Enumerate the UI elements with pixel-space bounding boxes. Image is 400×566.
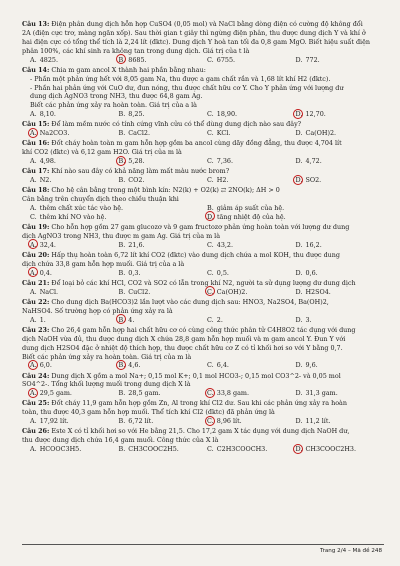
answer-text: 4,6. [128, 361, 141, 370]
answer-option[interactable] [207, 288, 296, 297]
answer-option[interactable] [207, 213, 384, 222]
answer-letter-circled: B. [118, 55, 126, 64]
answer-option[interactable] [296, 110, 385, 119]
answer-letter: C. [30, 212, 37, 221]
stem-line [22, 279, 384, 288]
stem-text: khí CO2 (đktc) và 6,12 gam H2O. Giá trị của m là [22, 148, 182, 157]
answer-options [22, 157, 384, 166]
answer-letter: D. [295, 417, 303, 426]
stem-line [22, 20, 384, 29]
answer-option[interactable] [119, 445, 208, 454]
answer-option[interactable] [207, 445, 296, 454]
question-stem [22, 427, 384, 445]
answer-letter: C. [207, 157, 214, 166]
answer-option[interactable] [30, 316, 119, 325]
answer-options [22, 204, 384, 213]
answer-text: 21,6. [128, 240, 145, 249]
answer-text: 1. [39, 315, 46, 324]
stem-text: Este X có tỉ khối hơi so với He bằng 21,5. Cho 17,2 gam X tác dụng với dung dịch NaOH dư, [51, 427, 350, 436]
answer-letter: C. [207, 445, 214, 454]
answer-letter: C. [207, 361, 214, 370]
answer-options [22, 445, 384, 454]
stem-text: thu được dung dịch chứa 16,4 gam muối. Công thức của X là [22, 436, 219, 445]
answer-letter-circled: A. [30, 361, 37, 370]
stem-text: dịch AgNO3 trong NH3, thu được m gam Ag. Giá trị của m là [22, 231, 221, 240]
question-block [22, 251, 384, 278]
answer-text: Na2CO3. [39, 129, 70, 138]
stem-line [22, 326, 384, 335]
question-block [22, 66, 384, 119]
answer-letter: B. [118, 417, 126, 426]
answer-option[interactable] [296, 157, 385, 166]
answer-letter-circled: B. [118, 157, 126, 166]
answer-text: 0,5. [216, 268, 229, 277]
stem-line [22, 408, 384, 417]
answer-letter: D. [295, 361, 303, 370]
question-block [22, 167, 384, 185]
answer-letter: A. [30, 445, 37, 454]
answer-text: 8,25. [128, 110, 145, 119]
answer-option[interactable] [30, 269, 119, 278]
answer-option[interactable] [119, 110, 208, 119]
answer-text: Ca(OH)2. [305, 129, 337, 138]
answer-text: CH3COOC2H3. [305, 445, 357, 454]
answer-letter: B. [118, 240, 126, 249]
answer-option[interactable] [30, 56, 119, 65]
answer-option[interactable] [207, 157, 296, 166]
question-stem [22, 139, 384, 157]
question-list [22, 20, 384, 454]
stem-line [22, 223, 384, 232]
answer-option[interactable] [207, 110, 296, 119]
answer-letter: A. [30, 315, 37, 324]
question-block [22, 427, 384, 454]
answer-letter-circled: B. [118, 361, 126, 370]
answer-text: 32,4. [39, 240, 56, 249]
answer-text: 29,5 gam. [39, 389, 72, 398]
stem-line [22, 344, 384, 353]
answer-text: KCl. [216, 129, 231, 138]
answer-text: HCOOC3H5. [39, 445, 82, 454]
question-block [22, 223, 384, 250]
answer-text: 7,36. [216, 157, 234, 166]
answer-option[interactable] [296, 417, 385, 426]
answer-option[interactable] [296, 176, 385, 185]
answer-letter: A. [30, 110, 37, 119]
question-stem [22, 120, 384, 129]
question-number: Câu 21: [22, 278, 50, 287]
answer-option[interactable] [119, 361, 208, 370]
answer-text: 11,2 lít. [305, 417, 331, 426]
answer-text: thêm khí NO vào hệ. [39, 212, 107, 221]
answer-option[interactable] [30, 176, 119, 185]
answer-letter: A. [30, 417, 37, 426]
answer-letter-circled: D. [207, 212, 214, 221]
answer-letter-circled: D. [295, 176, 303, 185]
question-number: Câu 20: [22, 250, 50, 259]
answer-text: NaCl. [39, 287, 59, 296]
answer-text: CH3COOC2H5. [128, 445, 179, 454]
answer-text: tăng nhiệt độ của hệ. [216, 212, 286, 221]
stem-line [22, 195, 384, 204]
answer-letter: C. [207, 268, 214, 277]
answer-letter: C. [207, 129, 214, 138]
answer-option[interactable] [207, 241, 296, 250]
answer-letter-circled: A. [30, 129, 37, 138]
answer-options [22, 316, 384, 325]
answer-option[interactable] [119, 288, 208, 297]
question-block [22, 139, 384, 166]
answer-text: 12,70. [305, 110, 326, 119]
answer-text: 0,4. [39, 268, 52, 277]
stem-text: dịch chứa 33,8 gam hỗn hợp muối. Giá trị của a là [22, 259, 185, 268]
stem-line [22, 260, 384, 269]
question-number: Câu 13: [22, 20, 50, 28]
stem-text: Đốt cháy hoàn toàn m gam hỗn hợp gồm ba ancol cùng dãy đồng đẳng, thu được 4,704 lít [51, 139, 342, 148]
answer-text: 5,28. [128, 157, 145, 166]
answer-text: 8685. [128, 55, 147, 64]
stem-line [22, 120, 384, 129]
answer-option[interactable] [296, 389, 385, 398]
stem-line [22, 75, 384, 84]
answer-text: 43,2. [216, 240, 234, 249]
answer-letter: A. [30, 157, 37, 166]
stem-line [22, 298, 384, 307]
question-number: Câu 14: [22, 65, 50, 74]
answer-option[interactable] [296, 445, 385, 454]
question-stem [22, 372, 384, 390]
answer-text: 6755. [216, 55, 236, 64]
stem-text: 2A (điện cực trơ, màng ngăn xốp). Sau thời gian t giây thì ngừng điện phân, thu được dung dịch Y và khí ở [22, 28, 366, 37]
answer-options [22, 269, 384, 278]
answer-text: 6,4. [216, 361, 229, 370]
answer-option[interactable] [207, 389, 296, 398]
answer-letter: C. [207, 176, 214, 185]
stem-line [22, 66, 384, 75]
question-stem [22, 298, 384, 316]
question-stem [22, 399, 384, 417]
stem-text: Chia m gam ancol X thành hai phần bằng nhau: [51, 65, 206, 74]
answer-option[interactable] [207, 129, 296, 138]
stem-text: Cân bằng trên chuyển dịch theo chiều thuận khi [22, 195, 179, 204]
answer-text: 2. [216, 315, 223, 324]
answer-letter: A. [30, 287, 37, 296]
stem-line [22, 399, 384, 408]
question-number: Câu 26: [22, 427, 50, 436]
answer-letter: B. [118, 389, 126, 398]
stem-text: Để loại bỏ các khí HCl, CO2 và SO2 có lẫn trong khí N2, người ta sử dụng lượng dư dung dịch [51, 278, 356, 287]
answer-option[interactable] [119, 389, 208, 398]
answer-options [22, 56, 384, 65]
question-block [22, 120, 384, 138]
answer-text: 16,2. [305, 240, 322, 249]
answer-options [22, 213, 384, 222]
answer-text: 4,98. [39, 157, 56, 166]
stem-line [22, 139, 384, 148]
question-block [22, 186, 384, 222]
answer-option[interactable] [30, 213, 207, 222]
answer-letter: B. [118, 129, 126, 138]
answer-text: CuCl2. [128, 287, 151, 296]
stem-line [22, 38, 384, 47]
answer-letter: B. [118, 445, 126, 454]
answer-letter: B. [118, 287, 126, 296]
question-number: Câu 15: [22, 120, 50, 129]
answer-text: N2. [39, 176, 52, 185]
answer-letter-circled: A. [30, 268, 37, 277]
stem-text: hai điện cực có tổng thể tích là 2,24 lít (đktc). Dung dịch Y hoà tan tối đa 0,8 gam MgO. Biết hiệu suất điện [22, 37, 370, 46]
stem-line [22, 436, 384, 445]
stem-text: Dung dịch X gồm a mol Na+; 0,15 mol K+; 0,1 mol HCO3-; 0,15 mol CO3^2- và 0,05 mol [51, 371, 341, 380]
answer-options [22, 361, 384, 370]
stem-text: Cho hỗn hợp gồm 27 gam glucozơ và 9 gam fructozơ phản ứng hoàn toàn với lượng dư dung [51, 223, 350, 232]
stem-text: Để làm mềm nước có tính cứng vĩnh cửu có thể dùng dung dịch nào sau đây? [51, 120, 302, 129]
page-footer: Trang 2/4 – Mã đề 248 [319, 548, 382, 554]
answer-text: giảm áp suất của hệ. [216, 204, 285, 213]
answer-text: 4,72. [305, 157, 322, 166]
answer-option[interactable] [30, 389, 119, 398]
answer-text: 4825. [39, 55, 58, 64]
answer-text: 8,10. [39, 110, 56, 119]
answer-option[interactable] [30, 361, 119, 370]
answer-option[interactable] [30, 129, 119, 138]
answer-letter: B. [118, 176, 126, 185]
question-block [22, 372, 384, 399]
answer-text: CO2. [128, 176, 145, 185]
answer-text: C2H3COOCH3. [216, 445, 268, 454]
answer-letter: D. [295, 268, 303, 277]
answer-text: 28,5 gam. [128, 389, 161, 398]
answer-letter: A. [30, 204, 37, 213]
answer-letter: A. [30, 55, 37, 64]
question-stem [22, 223, 384, 241]
answer-letter-circled: C. [207, 417, 214, 426]
stem-text: Biết các phản ứng xảy ra hoàn toàn. Giá trị của m là [22, 352, 192, 361]
answer-options [22, 241, 384, 250]
stem-text: dung dịch AgNO3 trong NH3, thu được 64,8 gam Ag. [30, 92, 203, 101]
answer-text: 17,92 lít. [39, 417, 69, 426]
answer-letter: B. [207, 204, 214, 213]
answer-option[interactable] [207, 417, 296, 426]
answer-option[interactable] [296, 129, 385, 138]
stem-text: SO4^2-. Tổng khối lượng muối trong dung dịch X là [22, 380, 191, 389]
stem-line [22, 167, 384, 176]
answer-options [22, 417, 384, 426]
answer-letter-circled: C. [207, 287, 214, 296]
answer-letter: C. [207, 55, 214, 64]
answer-letter-circled: A. [30, 240, 37, 249]
stem-line [22, 47, 384, 56]
question-block [22, 326, 384, 371]
stem-text: dung dịch H2SO4 đặc ở nhiệt độ thích hợp, thu được chất hữu cơ Z có tỉ khối hơi so với Y bằng 0,7. [22, 343, 343, 352]
question-stem [22, 279, 384, 288]
answer-letter: D. [295, 129, 303, 138]
answer-letter: B. [118, 110, 126, 119]
answer-options [22, 176, 384, 185]
question-number: Câu 18: [22, 186, 50, 195]
answer-text: H2. [216, 176, 229, 185]
answer-option[interactable] [207, 361, 296, 370]
answer-text: 6,72 lít. [128, 417, 154, 426]
stem-line [22, 335, 384, 344]
answer-options [22, 288, 384, 297]
answer-letter: C. [207, 110, 214, 119]
answer-text: SO2. [305, 176, 322, 185]
answer-option[interactable] [207, 269, 296, 278]
answer-letter: D. [295, 315, 303, 324]
answer-option[interactable] [119, 157, 208, 166]
stem-text: Cho dung dịch Ba(HCO3)2 lần lượt vào các dung dịch sau: HNO3, Na2SO4, Ba(OH)2, [51, 297, 329, 306]
stem-line [22, 148, 384, 157]
stem-text: Đốt cháy 11,9 gam hỗn hợp gồm Zn, Al trong khí Cl2 dư. Sau khi các phản ứng xảy ra hoàn [51, 399, 347, 408]
answer-options [22, 110, 384, 119]
question-block [22, 20, 384, 65]
answer-option[interactable] [296, 241, 385, 250]
answer-option[interactable] [119, 176, 208, 185]
stem-text: Điện phân dung dịch hỗn hợp CuSO4 (0,05 mol) và NaCl bằng dòng điện có cường độ không đổi [51, 20, 363, 28]
stem-text: Hấp thụ hoàn toàn 6,72 lít khí CO2 (đktc) vào dung dịch chứa a mol KOH, thu được dung [51, 250, 340, 259]
answer-option[interactable] [207, 316, 296, 325]
answer-text: CaCl2. [128, 129, 151, 138]
stem-text: Cho hệ cân bằng trong một bình kín: N2(k) + O2(k) ⇄ 2NO(k); ΔH > 0 [51, 186, 280, 195]
stem-text: Biết các phản ứng xảy ra hoàn toàn. Giá trị của a là [30, 101, 197, 110]
answer-option[interactable] [119, 417, 208, 426]
answer-letter-circled: A. [30, 389, 37, 398]
answer-text: Ca(OH)2. [216, 287, 248, 296]
stem-line [22, 380, 384, 389]
answer-text: 0,6. [305, 268, 318, 277]
answer-option[interactable] [119, 269, 208, 278]
question-block [22, 279, 384, 297]
answer-text: 6,0. [39, 361, 52, 370]
question-stem [22, 186, 384, 204]
answer-letter-circled: D. [295, 445, 303, 454]
answer-text: 18,90. [216, 110, 238, 119]
answer-option[interactable] [119, 241, 208, 250]
answer-letter: D. [295, 389, 303, 398]
question-number: Câu 23: [22, 325, 50, 334]
stem-line [22, 353, 384, 362]
question-number: Câu 17: [22, 167, 50, 176]
footer-rule [22, 544, 384, 545]
stem-line [22, 92, 384, 101]
answer-letter: A. [30, 176, 37, 185]
answer-option[interactable] [30, 288, 119, 297]
stem-line [22, 307, 384, 316]
stem-text: NaHSO4. Số trường hợp có phản ứng xảy ra là [22, 306, 173, 315]
answer-letter: C. [207, 315, 214, 324]
question-number: Câu 16: [22, 139, 50, 148]
answer-text: 0,3. [128, 268, 141, 277]
answer-options [22, 129, 384, 138]
question-number: Câu 22: [22, 297, 50, 306]
stem-line [22, 427, 384, 436]
stem-text: Khí nào sau đây có khả năng làm mất màu nước brom? [51, 167, 230, 176]
stem-text: dịch NaOH vừa đủ, thu được dung dịch X chứa 28,8 gam hỗn hợp muối và m gam ancol Y. Đun Y với [22, 334, 346, 343]
question-number: Câu 19: [22, 223, 50, 232]
answer-option[interactable] [30, 204, 207, 213]
answer-text: thêm chất xúc tác vào hệ. [39, 204, 124, 213]
answer-letter: D. [295, 157, 303, 166]
stem-line [22, 29, 384, 38]
answer-option[interactable] [296, 316, 385, 325]
answer-option[interactable] [30, 445, 119, 454]
answer-letter-circled: C. [207, 389, 214, 398]
answer-option[interactable] [30, 241, 119, 250]
answer-option[interactable] [207, 176, 296, 185]
answer-letter-circled: B. [118, 315, 126, 324]
question-block [22, 298, 384, 325]
answer-option[interactable] [207, 204, 384, 213]
question-stem [22, 326, 384, 362]
answer-text: H2SO4. [305, 287, 331, 296]
question-stem [22, 251, 384, 269]
answer-letter: D. [295, 240, 303, 249]
answer-option[interactable] [296, 56, 385, 65]
stem-text: phân 100%, các khí sinh ra không tan trong dung dịch. Giá trị của t là [22, 46, 250, 55]
answer-option[interactable] [119, 316, 208, 325]
stem-line [22, 84, 384, 93]
question-stem [22, 20, 384, 56]
question-stem [22, 167, 384, 176]
answer-text: 9,6. [305, 361, 318, 370]
answer-option[interactable] [296, 288, 385, 297]
answer-text: 8,96 lít. [216, 417, 242, 426]
stem-line [22, 251, 384, 260]
answer-letter: D. [295, 287, 303, 296]
answer-options [22, 389, 384, 398]
answer-option[interactable] [296, 269, 385, 278]
stem-line [22, 232, 384, 241]
answer-option[interactable] [207, 56, 296, 65]
answer-letter: B. [118, 268, 126, 277]
answer-option[interactable] [119, 129, 208, 138]
answer-option[interactable] [30, 417, 119, 426]
answer-text: 3. [305, 315, 312, 324]
answer-text: 31,3 gam. [305, 389, 338, 398]
answer-option[interactable] [30, 157, 119, 166]
stem-text: Cho 26,4 gam hỗn hợp hai chất hữu cơ có cùng công thức phân tử C4H8O2 tác dụng với dung [51, 325, 356, 334]
question-block [22, 399, 384, 426]
question-stem [22, 66, 384, 111]
answer-option[interactable] [296, 361, 385, 370]
answer-text: 33,8 gam. [216, 389, 250, 398]
stem-line [22, 101, 384, 110]
stem-line [22, 186, 384, 195]
answer-option[interactable] [119, 56, 208, 65]
answer-letter-circled: D. [295, 110, 303, 119]
stem-text: - Phần hai phản ứng với CuO dư, đun nóng, thu được chất hữu cơ Y. Cho Y phản ứng với lượng dư [30, 83, 344, 92]
question-number: Câu 25: [22, 399, 50, 408]
answer-option[interactable] [30, 110, 119, 119]
answer-letter: C. [207, 240, 214, 249]
stem-text: - Phần một phản ứng hết với 8,05 gam Na, thu được a gam chất rắn và 1,68 lít khí H2 (đktc). [30, 74, 331, 83]
answer-text: 4. [128, 315, 135, 324]
stem-text: toàn, thu được 40,3 gam hỗn hợp muối. Thể tích khí Cl2 (đktc) đã phản ứng là [22, 408, 275, 417]
question-number: Câu 24: [22, 371, 50, 380]
answer-letter: D. [295, 55, 303, 64]
answer-text: 772. [305, 55, 320, 64]
